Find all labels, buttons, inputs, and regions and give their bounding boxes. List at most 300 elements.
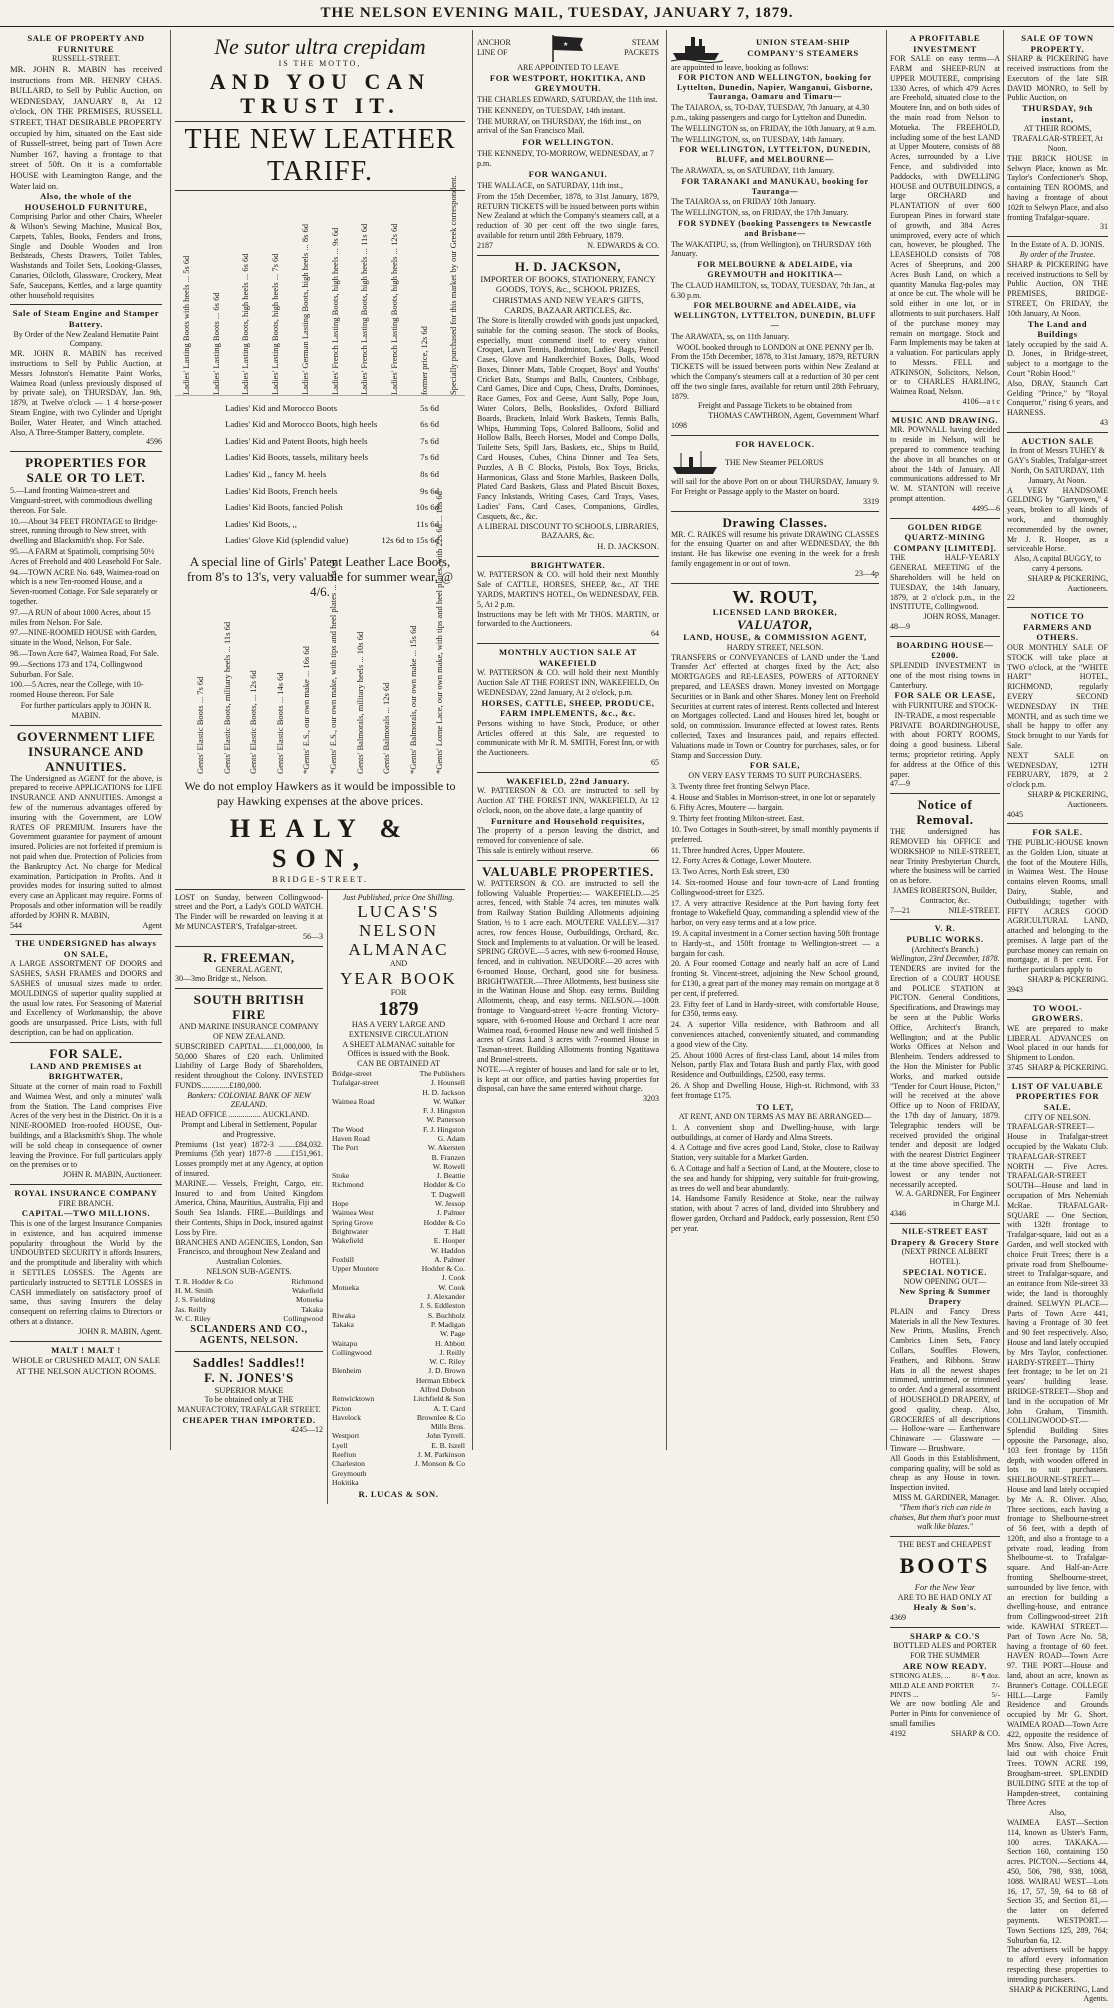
agent-place: Waimea Road bbox=[332, 1096, 375, 1106]
doors-sashes-ad bbox=[10, 935, 162, 1043]
ad-subagents-head: NELSON SUB-AGENTS. bbox=[206, 1267, 292, 1277]
price-value: 6s 6d bbox=[420, 419, 439, 430]
ad-circulation: HAS A VERY LARGE AND EXTENSIVE CIRCULATION bbox=[348, 1019, 449, 1039]
properties-for-sale-ad bbox=[10, 452, 162, 725]
healy-address: BRIDGE-STREET. bbox=[272, 873, 368, 884]
agent-name: J. Palmer bbox=[436, 1208, 465, 1218]
ad-body: MR. POWNALL having decided to reside in Nelson, will be prepared to commence teaching the above in all branches on or about the 14th of January. All communications addressed to Mr W. M. STANTON will receive prompt attention. bbox=[890, 425, 1000, 504]
ad-number: 22 bbox=[1007, 593, 1015, 603]
ad-subheading: FOR SALE OR LEASE, bbox=[894, 690, 996, 701]
agent-name: J. Alexander bbox=[427, 1292, 465, 1302]
vertical-list-item: Specially purchased for this market by our Greek correspondent. bbox=[448, 174, 459, 395]
ad-body: In front of Messrs TUHEY & GAY's Stables, Trafalgar-street North, On SATURDAY, 11th January, At Noon. bbox=[1007, 446, 1108, 485]
motto: Ne sutor ultra crepidam bbox=[214, 34, 426, 59]
ad-property: THE BRICK HOUSE in Selwyn Place, known as Mr. Taylor's Confectioner's Shop, containing TEN ROOMS, and having a frontage of about 102ft to Selwyn Place, and also fronting Trafalgar-square. bbox=[1007, 153, 1108, 222]
sailing-1: The TAIAROA, ss, TO-DAY, TUESDAY, 7th January, at 4.30 p.m., taking passengers and cargo for Lyttelton and Dunedin. bbox=[671, 103, 870, 122]
ad-body: SHARP & PICKERING have received instructions to Sell by Public Auction, ON THE PREMISES, BRIDGE-STREET, On FRIDAY, the 10th January, At Noon. bbox=[1007, 259, 1108, 318]
list-item: 94.—TOWN ACRE No. 649, Waimea-road on which is a new Ten-roomed House, and a Seven-roomed Cottage. For Sale separately or together. bbox=[10, 567, 160, 606]
ad-heading: SALE OF PROPERTY AND FURNITURE bbox=[27, 33, 145, 54]
ad-note: All Goods in this Establishment, comparing quality, will be sold as cheap as any House in town. Inspection invited. bbox=[890, 1453, 1000, 1493]
vertical-list-item: Ladies' French Lasting Boots, high heels ... 11s 6d bbox=[359, 223, 370, 395]
agent-name: J. D. Brown bbox=[428, 1366, 465, 1376]
drapery-grocery-ad bbox=[890, 1224, 1000, 1537]
ad-subheading: LAND AND PREMISES at BRIGHTWATER, bbox=[29, 1060, 143, 1082]
ad-footer: For further particulars apply to JOHN R. MABIN. bbox=[20, 700, 152, 720]
agent-row bbox=[332, 1478, 465, 1487]
subagent-row bbox=[175, 1295, 323, 1304]
sailing-9: The ARAWATA, ss, on 11th January. bbox=[671, 331, 790, 341]
agent-name: W. Jessop bbox=[434, 1199, 465, 1209]
agent-name: Mills Bros. bbox=[430, 1422, 465, 1432]
price-list bbox=[175, 400, 465, 549]
ad-body: SPLENDID INVESTMENT in one of the most rising towns in Canterbury. bbox=[890, 660, 1000, 690]
anchor-label-3: STEAM bbox=[631, 38, 659, 48]
profitable-investment-ad bbox=[890, 30, 1000, 412]
ad-body: TRAFALGAR-STREET—House in Trafalgar-street occupied by the Wakatu Club. TRAFALGAR-STREET NORTH — Five Acres. TRAFALGAR-STREET SOUTH—House and land in occupation of Mrs Nehemiah McRae. TRAFALGAR-SQUARE — One Section, with 132ft frontage to Trafalgar-square, laid out as a Garden, and well stocked with choice Fruit Trees; there is a private road from Shelbourne-street to Trafalgar-square, and an entrance from Nile-street 33 wide; the land is thoroughly drained. SELWYN PLACE—Parts of Town Acre 441, having a Frontage of 30 feet and 90 feet respectively. Also, House and land lately occupied by Mrs Taylor, confectioner. HARDY-STREET—Thirty feet frontage; to be let on 21 years' building lease. BRIDGE-STREET—Shop and land in the occupation of Mr John Graham, Tinsmith. COLLINGWOOD-ST.—Splendid Building Sites opposite the Parsonage, also, 103 feet frontage by 115ft depth, with wooden offered in lots to suit purchasers. SHELBOURNE-STREET—House and land lately occupied by Mr A. R. Oliver. Also, Three sections, each having a frontage to Shelbourne-street of 56 feet, with a depth of 120ft, and also a frontage to a private road, leading from Shelbourne-st. to Trafalgar-square. And Half-an-Acre fronting Shelbourne-street, surrounded by live fence, with an erection for building a dwelling-house, and entrance from Collingwood-street 21ft wide. KAWHAI STREET—Part of Town Acre No. 58, having a frontage of 60 feet. HAVEN ROAD—Town Acre 97. THE PORT—House and land, about an acre, known as Brunner's Cottage. COLLEGE HILL—Large Family Residence and Grounds occupied by Mr G. Short. WAIMEA ROAD—Town Acre 422, opposite the residence of Mrs Snow. Also, Five Acres, laid out with choice Fruit Trees. TOWN ACRE 199, Brougham-street. SPLENDID BUILDING SITE at the top of Hampden-street, containing Three Acres bbox=[1007, 1122, 1108, 1808]
ad-number: 3745 bbox=[1007, 1063, 1023, 1073]
ad-preheading: Just Published, price One Shilling. bbox=[342, 892, 455, 902]
agent-row bbox=[332, 1227, 465, 1236]
sailing-5: THE WALLACE, on SATURDAY, 11th inst., bbox=[477, 180, 624, 190]
agent-place: Richmond bbox=[332, 1180, 364, 1190]
ad-number: 4346 bbox=[890, 1209, 906, 1219]
ad-date: Wellington, 23rd December, 1878. bbox=[890, 954, 1000, 964]
agent-name: E. Hooper bbox=[433, 1236, 465, 1246]
agent-row bbox=[332, 1125, 465, 1134]
sailing-1: THE CHARLES EDWARD, SATURDAY, the 11th inst. bbox=[477, 94, 658, 104]
ad-city: CITY OF NELSON. bbox=[1024, 1112, 1091, 1122]
ad-signature: MISS M. GARDINER, Manager. bbox=[892, 1492, 1000, 1502]
notice-of-removal-ad bbox=[890, 794, 1000, 920]
list-item: 4. A Cottage and five acres good Land, Stoke, close to Railway Station, very suitable for a Market Garden. bbox=[671, 1143, 879, 1163]
ad-heading: FOR SALE. bbox=[49, 1045, 123, 1061]
vertical-list-item: Ladies' Lasting Boots, high heels ... 7s 6d bbox=[270, 253, 281, 395]
let-heading: TO LET, bbox=[756, 1101, 794, 1112]
price-value: 8/- ¶ doz. bbox=[971, 1671, 1000, 1681]
ad-note: This sale is entirely without reserve. bbox=[477, 845, 593, 855]
agent-row bbox=[332, 1218, 465, 1227]
list-item: 98.—Town Acre 647, Waimea Road, For Sale. bbox=[10, 648, 159, 658]
vertical-list-item: former price, 12s 6d bbox=[418, 325, 429, 395]
agent-place: Blenheim bbox=[332, 1366, 362, 1376]
ad-heading: PROPERTIES FOR SALE OR TO LET. bbox=[25, 455, 147, 486]
ad-bankers: Bankers: COLONIAL BANK OF NEW ZEALAND. bbox=[187, 1090, 311, 1110]
ad-note: Persons wishing to have Stock, Produce, or other Articles offered at this Sale, are requested to communicate with Mr R. M. SMITH, Forest Inn, or with the Auctioneers. bbox=[477, 718, 659, 758]
agent-name: J. Monson & Co bbox=[414, 1459, 465, 1469]
wool-notice: WOOL booked through to LONDON at ONE PENNY per lb. bbox=[676, 342, 874, 352]
agent-name: W. Page bbox=[439, 1329, 465, 1339]
vertical-list-item: Ladies' German Lasting Boots, high heels ... 8s 6d bbox=[299, 223, 310, 395]
ad-at: AT THEIR ROOMS, TRAFALGAR-STREET, At Noon. bbox=[1012, 124, 1103, 153]
trust-headline: AND YOU CAN TRUST IT. bbox=[209, 68, 431, 118]
ad-heading: SHARP & CO.'S bbox=[909, 1630, 981, 1641]
agent-name: Herman Ebbeck bbox=[415, 1375, 465, 1385]
ad-heading: LIST OF VALUABLE PROPERTIES FOR SALE. bbox=[1011, 1080, 1104, 1113]
ad-office: HEAD OFFICE ................ AUCKLAND. bbox=[175, 1110, 310, 1120]
list-item: 95.—A FARM at Spatimoli, comprising 50½ Acres of Freehold and 400 Leasehold For Sale. bbox=[10, 547, 162, 566]
ad-heading: Drawing Classes. bbox=[722, 514, 828, 530]
ad-body: PLAIN and Fancy Dress Materials in all the New Textures. New Prints, Muslins, French Cambrics Linen Sets, Fancy Collars, Souffles Flowers, Feathers, and Ribbons. Straw Hats in all the newest shapes trimmed, untrimmed, or trimmed to order. And a general assortment of HOUSEHOLD DRAPERY, of good quality, cheap. Also, GROCERIES of all descriptions — Hollow-ware — Earthenware Chinaware — Glassware — Tinware — Brushware. bbox=[890, 1306, 1000, 1453]
anchor-label-4: PACKETS bbox=[624, 48, 659, 57]
price-item: Ladies' Glove Kid (splendid value) bbox=[225, 535, 349, 546]
ad-heading: SALE OF TOWN PROPERTY. bbox=[1021, 33, 1094, 54]
list-item: 3. Twenty three feet fronting Selwyn Place. bbox=[671, 781, 810, 791]
ad-heading: FOR HAVELOCK. bbox=[735, 438, 815, 449]
vertical-boot-list-1 bbox=[175, 174, 465, 396]
agent-row bbox=[332, 1431, 465, 1440]
sharp-ales-ad bbox=[890, 1628, 1000, 1743]
agent-place: Takaka bbox=[332, 1319, 354, 1329]
brightwater-sale-ad bbox=[477, 557, 659, 644]
ad-signature: SHARP & PICKERING, Auctioneers. bbox=[1027, 789, 1108, 809]
sale-heading: FOR SALE, bbox=[749, 760, 801, 771]
agent-name: W. Rowell bbox=[432, 1161, 465, 1171]
agent-row bbox=[332, 1088, 465, 1097]
dest-2: FOR WELLINGTON, LYTTELTON, DUNEDIN, BLUFF, and MELBOURNE— bbox=[679, 145, 871, 165]
list-item: 6. Fifty Acres, Moutere — bargain. bbox=[671, 803, 784, 813]
price-item: Ladies' Kid and Morocco Boots bbox=[225, 402, 338, 413]
ad-highlight: Also, the whole of the HOUSEHOLD FURNITURE, bbox=[24, 191, 148, 212]
ad-number: 23—4p bbox=[855, 568, 879, 578]
ad-body: The Store is literally crowded with goods just unpacked, suitable for the coming season. The stock of Books, especially, must commend itself to every visitor. Croquet, Lawn Tennis, Badminton, Ladies' Bags, Pencil Cases, Glove and Handkerchief Boxes, Dolls, Wood Boxes, Dinner Mats, Table Croquet, Boys' and Youths' Cricket Bats, Stumps and Balls, Counters, Cribbage, Card Games, Dice and Cups, Chess, Drafts, Dominoes, Race Games, Fox and Geese, Aunt Sally, Pope Joan, Water Colors, Bells, Bookslides, Oxford Billiard Boards, Brackets, Inlaid Work Baskets, Tennis Balls, Whips, Humming Tops, Colored Balloons, Solid and Hollow Balls, Beech Horses, Model and Compo Dolls, Toilette Sets, Spill Jars, Baskets, etc., Ships to Build, Card Houses, Cubes, China Dinner and Tea Sets, Puzzles, A B C Blocks, Pistols, Box Toys, Bricks, Harmonicas, Glass and Stone Marbles, Baskeen Dolls, Plated Card Baskets, Glass and Plated Biscuit Boxes, Fancy Inkstands, Writing Cases, Card Trays, Vases, Ladies' Fans, Card Cases, Companions, Girdles, Casquets, &c., &c. bbox=[477, 315, 659, 521]
agent-name: The Publishers bbox=[419, 1068, 465, 1078]
price-value: 11s 6d bbox=[416, 518, 439, 529]
sailing-7: The WAKATIPU, ss, (from Wellington), on THURSDAY 16th January. bbox=[671, 239, 872, 259]
ad-number: 1098 bbox=[671, 420, 687, 430]
price-value: 12s 6d to 15s 6d bbox=[381, 535, 439, 546]
ad-heading: A PROFITABLE INVESTMENT bbox=[909, 33, 981, 54]
freight-note: Freight and Passage Tickets to be obtained from bbox=[698, 401, 852, 411]
ad-signature: H. D. JACKSON. bbox=[597, 541, 659, 552]
special-line: A special line of Girls' Patent Leather Lace Boots, from 8's to 13's, very valuable for summer wear, @ 4/6. bbox=[186, 553, 454, 599]
wakefield-monthly-sale-ad bbox=[477, 644, 659, 773]
agent-row bbox=[332, 1320, 465, 1329]
ad-heading: Saddles! Saddles!! bbox=[192, 1354, 306, 1370]
list-item: 99.—Sections 173 and 174, Collingwood Suburban. For Sale. bbox=[10, 659, 143, 679]
agent-place: Motueka bbox=[332, 1282, 359, 1292]
ad-heading: SOUTH BRITISH FIRE bbox=[193, 992, 305, 1023]
ad-signature: SHARP & PICKERING. bbox=[1027, 1063, 1108, 1073]
agent-name: Alfred Dobson bbox=[419, 1385, 465, 1394]
ad-signature: JOHN R. MABIN, Agent. bbox=[78, 1326, 162, 1336]
sailing-4: The ARAWATA, ss, on SATURDAY, 11th January. bbox=[671, 165, 835, 175]
agent-place: Hokitika bbox=[332, 1477, 359, 1487]
ad-number: 4369 bbox=[890, 1612, 906, 1622]
let-list bbox=[671, 1123, 879, 1234]
list-item: 26. A Shop and Dwelling House, High-st. Richmond, with 33 feet frontage £175. bbox=[671, 1080, 879, 1100]
agent-row bbox=[332, 1422, 465, 1431]
ad-also: Also, A capital BUGGY, to carry 4 persons. bbox=[1014, 554, 1101, 574]
agent-row bbox=[332, 1301, 465, 1310]
ad-date: THURSDAY, 9th instant, bbox=[1022, 103, 1093, 124]
vertical-list-item: *Gents' Balmorals, our own make ... 15s 6d bbox=[407, 625, 418, 774]
price-item: MILD ALE AND PORTER bbox=[890, 1680, 975, 1690]
royal-insurance-ad bbox=[10, 1185, 162, 1342]
ad-list: Comprising Parlor and other Chairs, Wheeler & Wilson's Sewing Machine, Musical Box, Carpets, Tables, Books, Fenders and Irons, Single and Double Wooden and Iron Bedsteads, Chests Drawers, Toilet Tables, Washstands and Toilet Sets, Looking-Glasses, Canaries, Oilcloth, Glassware, Crockery, Meat Safe, Saucepans, Kettles, and a large quantity other household requisites bbox=[10, 212, 162, 300]
agent-place: Renwicktown bbox=[332, 1394, 375, 1404]
sale-subheading: ON VERY EASY TERMS TO SUIT PURCHASERS. bbox=[688, 771, 862, 780]
ad-subheading: IMPORTER OF BOOKS, STATIONERY, FANCY GOODS, TOYS, &c., SCHOOL PRIZES, CHRISTMAS AND NEW YEAR'S GIFTS, CARDS, BAZAAR ARTICLES, &c. bbox=[480, 273, 656, 316]
sailing-8: The CLAUD HAMILTON, ss, TODAY, TUESDAY, 7th Jan., at 6.30 p.m. bbox=[671, 280, 876, 300]
agent-name: A. Palmer bbox=[434, 1254, 465, 1264]
agent-place: The Port bbox=[332, 1143, 359, 1153]
agent-row bbox=[332, 1404, 465, 1413]
ad-footer: The advertisers will be happy to afford every information respecting these properties to intending purchasers. bbox=[1007, 1945, 1108, 1984]
agent-place: Bridge-street bbox=[332, 1068, 372, 1078]
government-life-insurance-ad bbox=[10, 726, 162, 936]
agent-place: Hope bbox=[332, 1199, 349, 1209]
ad-body: FOR SALE on easy terms—A FARM and SHEEP-RUN at UPPER MOUTERE, comprising 1330 Acres, of which 479 Acres are Freehold, situated close to the Moutere Inn, and on both sides of the main road from Nelson to Motueka. The FREEHOLD, including some of the best LAND at Upper Moutere, consists of 88 Acres, surrounded by a Live Fence, and subdivided into Paddocks, with DWELLING HOUSE and OUTBUILDINGS, a large ORCHARD and PLANTATION of over 600 European Pines in forward state of growth, and 384 Acres unimproved, every acre of which can, however, be ploughed. The LEASEHOLD consists of 708 Acres of Sheepruns, and 200 Acres Bush Land, on which a quantity Manuka flag-poles may at once be cut. The whole will be sold either in one lot, or in allotments to suit purchasers. Half of the purchase money may remain on mortgage. Stock and Farm Implements may be taken at a valuation. For particulars apply to Messrs. FELL and ATKINSON, Solicitors, Nelson, or to CHARLES HARLING, Waimea Road, Nelson. bbox=[890, 54, 1000, 397]
best-boots-ad bbox=[890, 1537, 1000, 1628]
ad-heading: ROYAL INSURANCE COMPANY bbox=[14, 1188, 158, 1199]
ad-only: ARE TO BE HAD ONLY AT bbox=[897, 1592, 993, 1602]
agent-place: Haven Road bbox=[332, 1133, 370, 1143]
list-item: 23. Fifty feet of Land in Hardy-street, with comfortable House, for £350, terms easy. bbox=[671, 999, 879, 1019]
ad-subheading: (NEXT PRINCE ALBERT HOTEL). bbox=[901, 1247, 989, 1266]
price-value: 7s 6d bbox=[420, 435, 439, 446]
list-item: 25. About 1000 Acres of first-class Land, about 14 miles from Nelson, partly Flax and Totara Bush and partly Flax, with good Residence and Outbuildings, £2500, easy terms. bbox=[671, 1050, 879, 1080]
anchor-line-ad bbox=[477, 30, 659, 256]
malt-ad bbox=[10, 1342, 162, 1381]
agent-row bbox=[332, 1199, 465, 1208]
ad-heading: GOLDEN RIDGE QUARTZ-MINING COMPANY [LIMITED]. bbox=[893, 521, 997, 553]
ad-heading: MONTHLY AUCTION SALE AT WAKEFIELD bbox=[499, 647, 637, 668]
agent-name: J. Reilly bbox=[439, 1347, 465, 1357]
ad-yearbook: YEAR BOOK bbox=[340, 969, 457, 989]
ad-order: By order of the Trustee. bbox=[1019, 249, 1096, 259]
subagent-place: Collingwood bbox=[283, 1314, 323, 1324]
ad-heading: MALT ! MALT ! bbox=[51, 1344, 121, 1355]
ad-land: The Land and Buildings bbox=[1027, 318, 1088, 340]
agent-row bbox=[332, 1441, 465, 1450]
list-item: 97.—A RUN of about 1000 Acres, about 15 miles from Nelson. For Sale. bbox=[10, 607, 151, 627]
ad-body-2: PRIVATE BOARDINGHOUSE, with about FORTY ROOMS, doing a good business. Liberal terms; proprietor retiring. Apply for address at the Office of this paper. bbox=[890, 720, 1000, 779]
list-item: 20. A Four roomed Cottage and nearly half an acre of Land fronting St. Vincent-street, adjoining the New School ground, for £130, a great part of the money may remain on mortgage at 8 per cent, if preferred. bbox=[671, 959, 879, 998]
agent-name: H. D. Jackson bbox=[422, 1087, 465, 1097]
ad-signature: JAMES ROBERTSON, Builder, Contractor, &c. bbox=[892, 885, 998, 905]
agent-name: John Tyrrell. bbox=[426, 1431, 465, 1441]
property-furniture-sale-ad bbox=[10, 30, 162, 305]
ad-body: MR. C. RAIKES will resume his private DRAWING CLASSES for the ensuing Quarter on and after WEDNESDAY, the 8th instant. He has likewise one evening in the week for a fresh family engagement in or out of town. bbox=[671, 529, 879, 569]
agent-name: T. Dugwell bbox=[430, 1189, 465, 1199]
ad-body: LOST on Sunday, between Collingwood-street and the Port, a Lady's GOLD WATCH. The Finder will be rewarded on leaving it at Mr MUNCASTER'S, Trafalgar-street. bbox=[175, 892, 323, 931]
subagent-name: W. C. Riley bbox=[175, 1314, 211, 1324]
ad-heading: R. FREEMAN, bbox=[203, 949, 295, 965]
price-row bbox=[890, 1681, 1000, 1690]
ad-dest-3: FOR WANGANUI. bbox=[528, 169, 608, 180]
ad-sheet: A SHEET ALMANAC suitable for Offices is issued with the Book. bbox=[342, 1039, 455, 1059]
ad-list: WAIMEA EAST—Section 114, known as Ulster's Farm, 100 acres. TAKAKA.—Section 160, containing 150 acres. PICTON.—Sections 44, 450, 506, 798, 938, 1068, 1088. WAIRAU WEST—Lots 16, 17, 57, 59, 64 to 68 of Section 35, and Section 81,—the latter on deferred payments. WESTPORT.—Town Sections 125, 289, 764; Suburban 6a, 12. bbox=[1007, 1818, 1108, 1945]
ad-body: TRANSFERS or CONVEYANCES of LAND under the 'Land Transfer Act' effected at charges fixed by the Act; also MORTGAGES and RE-LEASES, POWERS of ATTORNEY prepared, and LEASES drawn. Money invested on Mortgage Securities or in Bank and other Shares. Money lent on Freehold Securities at current rates of interest. Rents collected and Interest on Mortgages collected. Land and Houses hired let, bought or sold, on commission. Insurance effected at lowest rates. Rents collected, Taxes and Insurances paid, and repairs effected. Valuations made in Town or Country for purchases, sales, or for Stamp and Succession Duty. bbox=[671, 652, 879, 760]
agent-name: A. T. Card bbox=[433, 1403, 465, 1413]
agent-row bbox=[332, 1255, 465, 1264]
ad-number: 64 bbox=[651, 629, 659, 639]
auction-gelding-ad bbox=[1007, 433, 1108, 608]
agent-name: Hodder & Co. bbox=[421, 1264, 465, 1274]
price-value: 10s 6d bbox=[415, 502, 439, 513]
ad-dest-2: FOR WELLINGTON. bbox=[522, 137, 614, 148]
ad-heading: NOTICE TO FARMERS AND OTHERS. bbox=[1023, 611, 1092, 643]
agent-name: W. C. Riley bbox=[429, 1357, 465, 1367]
agent-row bbox=[332, 1153, 465, 1162]
ad-body: WHOLE or CRUSHED MALT, ON SALE AT THE NELSON AUCTION ROOMS. bbox=[12, 1355, 160, 1376]
ad-marine: MARINE.— Vessels, Freight, Cargo, etc. Insured to and from United Kingdom America, China, Mauritius, Australia, Fiji and South Sea Islands. FIRE.—Buildings and their Contents, Ships in Dock, insured against Loss by Fire. bbox=[175, 1178, 323, 1237]
agent-name: W. Haddon bbox=[430, 1245, 465, 1255]
ad-body: OUR MONTHLY SALE OF STOCK will take place at TWO o'clock, at the "WHITE HART" HOTEL, RICHMOND, regularly EVERY SECOND WEDNESDAY IN THE MONTH, and as such time we shall be happy to offer any Stock brought to our Yards for Sale. bbox=[1007, 642, 1108, 750]
notice-farmers-ad bbox=[1007, 608, 1108, 824]
price-row bbox=[890, 1671, 1000, 1680]
subagent-place: Motueka bbox=[296, 1295, 323, 1305]
vertical-list-item: Ladies' Lasting Boots ... 6s 6d bbox=[210, 292, 221, 395]
ad-number: 43 bbox=[1100, 418, 1108, 428]
tariff-headline: THE NEW LEATHER TARIFF. bbox=[175, 121, 465, 191]
ad-number: 3203 bbox=[643, 1094, 659, 1104]
vertical-list-item: Gents' Balmorals ... 12s 6d bbox=[381, 682, 392, 774]
list-item: 5.—Land fronting Waimea-street and Vanguard-street, with commodious dwelling thereon. For Sale. bbox=[10, 486, 153, 515]
price-row bbox=[175, 400, 465, 417]
vertical-list-item: *Gents' E.S., our own make, with tips and heel plates ... 18s 6d bbox=[327, 559, 338, 774]
lucas-almanac-ad bbox=[332, 890, 465, 1504]
dest-1: FOR PICTON AND WELLINGTON, booking for Lyttelton, Dunedin, Napier, Wanganui, Gisborne, Tauranga, Oamaru and Timaru— bbox=[676, 72, 874, 102]
ad-body: W. PATTERSON & CO. will hold their next Monthly Sale of CATTLE, HORSES, SHEEP, &c., AT THE YARDS, MARTIN'S HOTEL, On WEDNESDAY, FEB. 5, At 2 p.m. bbox=[477, 570, 659, 609]
agent-row bbox=[332, 1264, 465, 1273]
ad-next: NEXT SALE on WEDNESDAY, 12TH FEBRUARY, 1879, at 2 o'clock p.m. bbox=[1007, 750, 1108, 790]
agent-name: G. Adam bbox=[437, 1133, 465, 1143]
w-rout-ad bbox=[671, 584, 879, 1239]
ad-signature: SHARP & PICKERING, Auctioneers. bbox=[1027, 573, 1108, 593]
list-item: 10. Two Cottages in South-street, by small monthly payments if preferred. bbox=[671, 824, 879, 844]
vertical-list-item: Gents' Elastic Boots ... 7s 6d bbox=[195, 676, 205, 774]
list-item: 14. Handsome Family Residence at Stoke, near the railway station, with about 7 acres of land, divided into Shrubbery and flower garden, Orchard and Paddock, early possession, Rent £50 per year. bbox=[671, 1194, 879, 1233]
subagent-name: H. M. Smith bbox=[175, 1286, 213, 1296]
return-tickets: From the 15th December, 1878, to 31st January, 1879, RETURN TICKETS will be issued between ports within New Zealand at which the Company's steamers call at a reduction of 30 per cent off the two single fares, available for return until 28th February, 1879. bbox=[671, 352, 879, 401]
ad-number: 4245—12 bbox=[291, 1425, 323, 1435]
ad-body: WE are prepared to make LIBERAL ADVANCES on Wool placed in our hands for Shipment to London. bbox=[1007, 1023, 1108, 1063]
boarding-house-ad bbox=[890, 637, 1000, 794]
ad-address: 30—3mo Bridge st., Nelson. bbox=[175, 974, 267, 984]
dest-4: FOR SYDNEY (booking Passengers to Newcastle and Brisbane— bbox=[678, 218, 872, 238]
list-item: 6. A Cottage and half a Section of Land, at the Moutere, close to the sea and handy for shipping, very suitable for fruit-growing, as trees do well and bear abundantly. bbox=[671, 1164, 879, 1193]
ad-heading: VALUABLE PROPERTIES. bbox=[482, 863, 654, 879]
ad-horse: A VERY HANDSOME GELDING by "Garryowen," 4 years, broken to all kinds of work, and thoroughly recommended by the owner, Mr J. R. Hooper, as a serviceable Horse. bbox=[1007, 485, 1108, 554]
public-house-sale-ad bbox=[1007, 824, 1108, 999]
ad-number: 544 bbox=[10, 920, 22, 930]
ad-heading: BOOTS bbox=[899, 1552, 991, 1578]
agent-name: F. J. Hingston bbox=[422, 1124, 465, 1134]
vertical-list-item: Gents' Balmorals, military heels ... 10s 6d bbox=[354, 631, 365, 774]
ad-heading: UNION STEAM-SHIP COMPANY'S STEAMERS bbox=[747, 37, 859, 58]
ad-body: Situate at the corner of main road to Foxhill and Waimea West, and only a minutes' walk from the Station. The Land comprises Five Acres of the very best in the District. On it is a NINE-ROOMED Iron-roofed HOUSE, Out-buildings, and a Blacksmith's Shop. The whole will be sold cheap in consequence of owner leaving the Province. For full particulars apply on the premises or to bbox=[10, 1082, 162, 1170]
price-item: PINTS ... bbox=[890, 1690, 919, 1700]
dest-3: FOR TARANAKI and MANUKAU, booking for Tauranga— bbox=[681, 176, 869, 196]
ad-number: 31 bbox=[1100, 222, 1108, 232]
ad-body: A LARGE ASSORTMENT OF DOORS and SASHES, SASH FRAMES and DOORS and SASHES of unusual sizes made to order. MOULDINGS of superior quality supplied at the usual low rates. For Seasoning of Material and Excellency of Workmanship, the above goods are unsurpassed. Price Lists, with full description, can be had on application. bbox=[10, 959, 162, 1038]
sale-list bbox=[671, 782, 879, 1101]
subagent-row bbox=[175, 1277, 323, 1286]
agent-row bbox=[332, 1190, 465, 1199]
price-row bbox=[175, 516, 465, 533]
let-subheading: AT RENT, AND ON TERMS AS MAY BE ARRANGED— bbox=[678, 1112, 872, 1122]
ad-number: 48—9 bbox=[890, 622, 910, 631]
agent-name: J. S. Eddleston bbox=[419, 1301, 465, 1311]
ad-subheading: F. N. JONES'S bbox=[204, 1369, 294, 1385]
list-item: 10.—About 34 FEET FRONTAGE to Bridge-street, running through to New street, with dwelling and Blacksmith's shop. For Sale. bbox=[10, 516, 158, 546]
agent-row bbox=[332, 1236, 465, 1245]
agent-name: J. Cook bbox=[441, 1273, 465, 1283]
agent-row bbox=[332, 1283, 465, 1292]
ad-title: Drapery & Grocery Store bbox=[890, 1236, 1000, 1247]
price-item: Ladies' Kid and Morocco Boots, high heels bbox=[225, 419, 378, 430]
agent-name: T. Hall bbox=[444, 1226, 465, 1236]
ad-number: 4596 bbox=[146, 437, 162, 447]
price-item: Ladies' Kid and Patent Boots, high heels bbox=[225, 435, 368, 446]
ad-subheading: By Order of the New Zealand Hematite Paint Company. bbox=[13, 329, 159, 349]
price-row bbox=[175, 416, 465, 433]
ad-heading: NILE-STREET EAST bbox=[901, 1226, 989, 1236]
agent-row bbox=[332, 1106, 465, 1115]
ad-signature: JOHN ROSS, Manager. bbox=[923, 612, 1000, 622]
agent-place: The Wood bbox=[332, 1124, 364, 1134]
ad-heading: WAKEFIELD, 22nd January. bbox=[506, 775, 630, 786]
agent-row bbox=[332, 1246, 465, 1255]
havelock-steamer-ad bbox=[671, 436, 879, 512]
valuable-properties-ad bbox=[477, 861, 659, 1108]
price-row bbox=[175, 433, 465, 450]
vertical-list-item: Ladies' French Lasting Boots, high heels ... 9s 6d bbox=[329, 227, 340, 395]
ad-heading: Notice of Removal. bbox=[916, 797, 974, 828]
healy-leather-tariff-ad bbox=[175, 30, 465, 890]
ad-street: NILE-STREET. bbox=[948, 905, 1000, 915]
agent-name: Litchfield & Son bbox=[413, 1394, 465, 1404]
sailing-3: THE MURRAY, on THURSDAY, the 16th inst., on arrival of the San Francisco Mail. bbox=[477, 116, 642, 136]
list-item: 9. Thirty feet fronting Milton-street. East. bbox=[671, 814, 805, 824]
list-item: 4. House and Stables in Morrison-street, in one lot or separately bbox=[671, 792, 876, 802]
hawkers-note: We do not employ Hawkers as it would be impossible to pay Hawking expenses at the above prices. bbox=[184, 778, 456, 808]
column-2 bbox=[170, 30, 469, 1500]
agent-name: W. Patterson bbox=[426, 1115, 465, 1125]
ad-subheading: GENERAL AGENT, bbox=[215, 964, 283, 974]
vertical-list-item: Ladies' French Lasting Boots, high heels ... 12s 6d bbox=[388, 223, 399, 395]
subagent-row bbox=[175, 1305, 323, 1314]
south-british-insurance-ad bbox=[175, 989, 323, 1351]
agent-row bbox=[332, 1311, 465, 1320]
sailing-3: The WELLINGTON, ss, on TUESDAY, 14th January. bbox=[671, 134, 845, 144]
ad-body: This is one of the largest Insurance Companies in existence, and has acquired immense popularity throughout the World by the UNDOUBTED SECURITY it affords Insurers, and the promptitude and liberality with which it SETTLES LOSSES. The Agents are particularly instructed to SETTLE LOSSES in CASH immediately on satisfactory proof of same, thus saving Insurers the delay consequent on referring claims to Directors or others at a distance. bbox=[10, 1219, 162, 1326]
ad-signature: SHARP & CO. bbox=[951, 1728, 1000, 1738]
agent-name: Brownlee & Co bbox=[416, 1412, 465, 1422]
price-row bbox=[175, 532, 465, 549]
ad-body: TENDERS are invited for the Erection of a COURT HOUSE and POLICE STATION at PICTON. General Conditions, Specifications, and Drawings may be seen at the Public Works Office, Architect's Branch, Wellington; and at the Public Works Offices at Nelson and Blenheim. Tenders addressed to the Hon the Minister for Public Works, and marked outside "Tender for Court House, Picton," will be received at the above Office up to Noon of FRIDAY, the 17th day of January, 1879. Telegraphic tenders will be received provided the original tender and deposit are lodged with the nearest District Engineer at the time above specified. The lowest or any tender not necessarily accepted. bbox=[890, 964, 1000, 1189]
ad-heading: AUCTION SALE bbox=[1021, 435, 1094, 446]
anchor-label-1: ANCHOR bbox=[477, 38, 511, 48]
price-value: 9s 6d bbox=[420, 485, 439, 496]
agent-row bbox=[332, 1469, 465, 1478]
agent-row bbox=[332, 1292, 465, 1301]
ad-heading: BOARDING HOUSE—£2000. bbox=[896, 639, 994, 661]
ad-subheading-1: LICENSED LAND BROKER, bbox=[712, 606, 838, 617]
price-value: 5/- bbox=[991, 1690, 1000, 1700]
list-item: 97.—NINE-ROOMED HOUSE with Garden, situate in the Wood, Nelson, For Sale. bbox=[10, 628, 157, 648]
ad-heading: FOR SALE. bbox=[1032, 827, 1083, 838]
land-brightwater-ad bbox=[10, 1043, 162, 1185]
ad-heading: MUSIC AND DRAWING. bbox=[891, 414, 999, 425]
price-row bbox=[175, 499, 465, 516]
ad-number: 3943 bbox=[1007, 984, 1023, 994]
agent-row bbox=[332, 1143, 465, 1152]
ad-sub: with FURNITURE and STOCK-IN-TRADE, a most respectable bbox=[892, 700, 998, 720]
ad-number: 56—3 bbox=[303, 931, 323, 941]
ad-subheading-3: LAND, HOUSE, & COMMISSION AGENT, bbox=[683, 632, 867, 643]
